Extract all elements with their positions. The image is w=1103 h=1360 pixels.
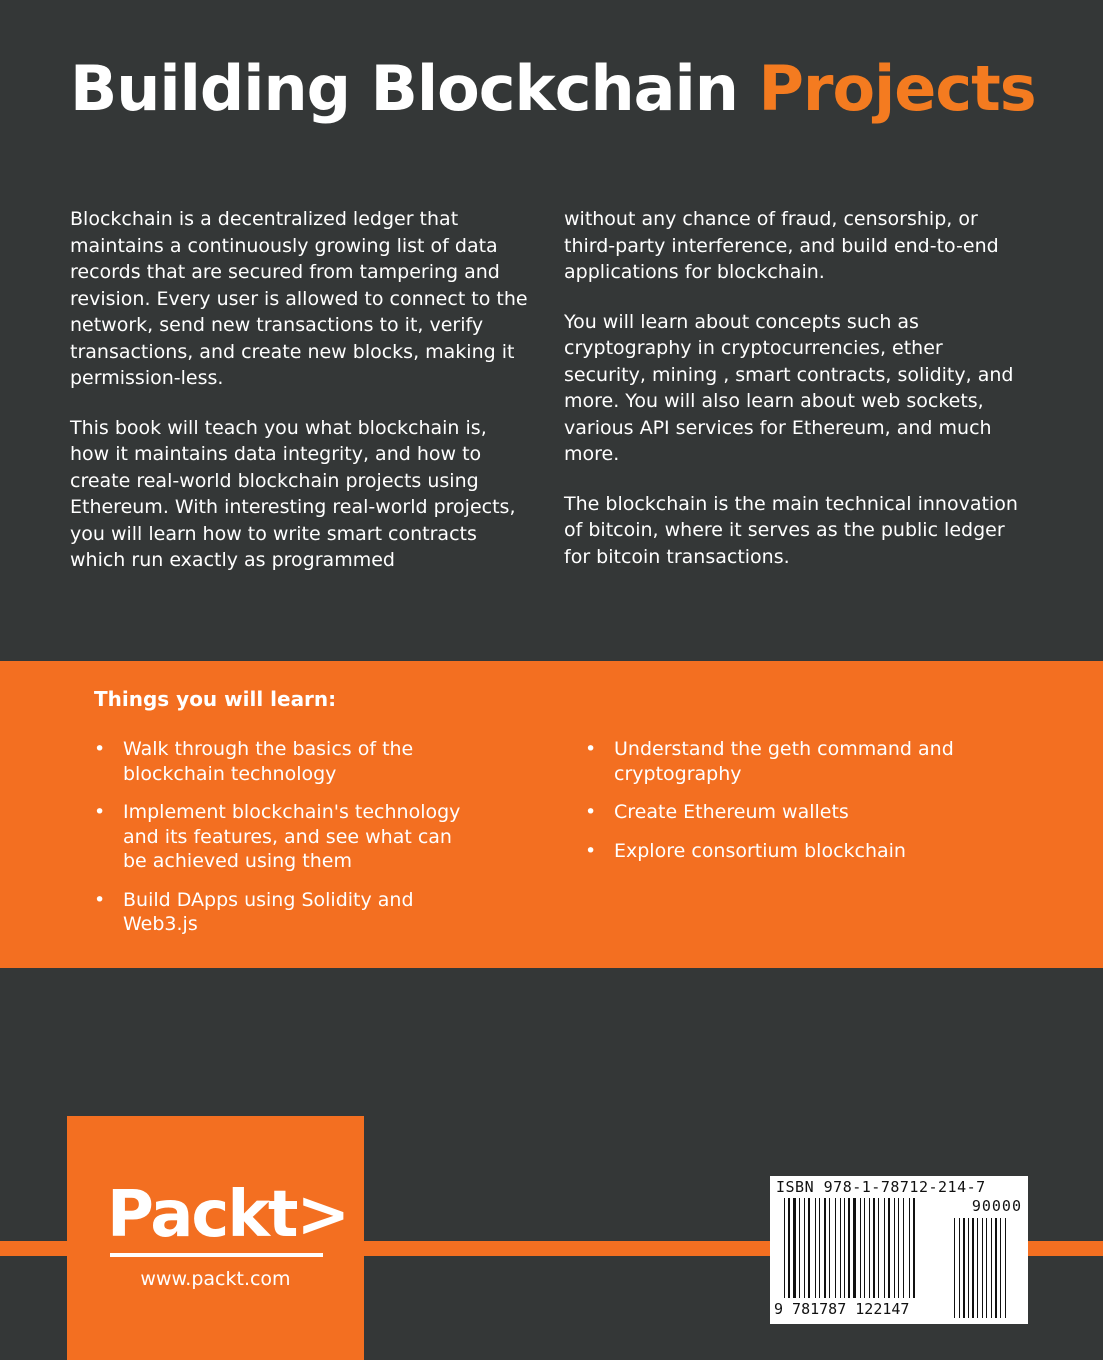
publisher-url: www.packt.com xyxy=(140,1268,291,1290)
learn-item-text: Create Ethereum wallets xyxy=(614,801,849,823)
barcode-bar xyxy=(824,1198,826,1298)
barcode-bar xyxy=(808,1198,810,1298)
learn-item xyxy=(94,800,474,874)
description-paragraph: Blockchain is a decentralized ledger that maintains a continuously growing list of data records that are secured from tampering and revision. Every user is allowed to connect to the network, send new transactions to it, verify transactions, and create new blocks, making it permission-less. xyxy=(70,208,528,389)
barcode-bar xyxy=(815,1198,816,1298)
logo-underline xyxy=(110,1253,323,1257)
barcode-addon-bar xyxy=(991,1218,992,1318)
barcode-bar xyxy=(804,1198,805,1298)
description-paragraph: You will learn about concepts such as cryptography in cryptocurrencies, ether security, mining , smart contracts, solidity, and more. You will also learn about web sockets, various API services for Ethereum, and much more. xyxy=(564,310,1014,465)
barcode-addon-bar xyxy=(954,1218,955,1318)
barcode-bar xyxy=(853,1198,856,1298)
barcode-addon-bar xyxy=(982,1218,983,1318)
barcode-bar xyxy=(860,1198,861,1298)
barcode-bar xyxy=(898,1198,899,1298)
learn-item xyxy=(94,737,474,786)
title-main: Building Blockchain xyxy=(70,52,738,125)
isbn-text: ISBN 978-1-78712-214-7 xyxy=(776,1178,986,1196)
learn-item xyxy=(585,839,965,864)
bullet-icon: • xyxy=(585,839,597,862)
description-right-column xyxy=(564,206,1024,593)
barcode-addon-bar xyxy=(995,1218,997,1318)
isbn-barcode xyxy=(770,1176,1028,1324)
barcode-digits: 9 781787 122147 xyxy=(774,1300,910,1318)
barcode-bar xyxy=(869,1198,870,1298)
barcode-bar xyxy=(840,1198,841,1298)
barcode-bar xyxy=(864,1198,865,1298)
barcode-bar xyxy=(873,1198,875,1298)
bullet-icon: • xyxy=(94,888,106,911)
barcode-addon-bar xyxy=(959,1218,960,1318)
barcode-addon-bar xyxy=(1000,1218,1001,1318)
barcode-bar xyxy=(835,1198,836,1298)
learn-list-right xyxy=(585,737,965,877)
learn-item xyxy=(585,800,965,825)
learn-list-left xyxy=(94,737,474,951)
barcode-bar xyxy=(844,1198,845,1298)
publisher-logo-box xyxy=(67,1116,364,1360)
barcode-addon-bar xyxy=(1005,1218,1006,1318)
barcode-bar xyxy=(878,1198,879,1298)
bullet-icon: • xyxy=(94,801,106,823)
description-paragraph: without any chance of fraud, censorship, or third-party interference, and build end-to-end applications for blockchain. xyxy=(564,208,999,283)
description-paragraph: The blockchain is the main technical innovation of bitcoin, where it serves as the public ledger for bitcoin transactions. xyxy=(564,492,1018,568)
barcode-bar xyxy=(903,1198,904,1298)
bullet-icon: • xyxy=(94,738,106,760)
bullet-icon: • xyxy=(585,801,597,823)
barcode-addon-bar xyxy=(972,1218,974,1318)
barcode-bar xyxy=(888,1198,890,1298)
barcode-bar xyxy=(784,1198,785,1298)
barcode-bar xyxy=(799,1198,800,1298)
barcode-addon-bar xyxy=(986,1218,987,1318)
barcode-bar xyxy=(788,1198,790,1298)
learn-item xyxy=(585,737,965,786)
barcode-addon: 90000 xyxy=(971,1197,1022,1215)
learn-item-text: Explore consortium blockchain xyxy=(614,839,906,862)
barcode-bar xyxy=(829,1198,830,1298)
book-title xyxy=(70,52,1036,125)
barcode-bar xyxy=(894,1198,895,1298)
learn-item-text: Implement blockchain's technology and its features, and see what can be achieved using them xyxy=(123,801,461,872)
learn-item-text: Understand the geth command and cryptography xyxy=(614,738,954,785)
learn-heading: Things you will learn: xyxy=(94,687,337,711)
barcode-bar xyxy=(793,1198,796,1298)
learn-item-text: Walk through the basics of the blockchain technology xyxy=(123,738,414,785)
description-paragraph: This book will teach you what blockchain is, how it maintains data integrity, and how to create real-world blockchain projects using Ethereum. With interesting real-world projects, you will learn how to write smart contracts which run exactly as programmed xyxy=(70,416,516,571)
bullet-icon: • xyxy=(585,738,597,760)
barcode-bar xyxy=(819,1198,820,1298)
barcode-addon-bar xyxy=(963,1218,965,1318)
learn-item xyxy=(94,888,474,937)
barcode-bar xyxy=(913,1198,915,1298)
title-accent: Projects xyxy=(758,52,1036,125)
barcode-bar xyxy=(909,1198,910,1298)
barcode-bar xyxy=(884,1198,885,1298)
packt-logo: Packt> xyxy=(107,1178,349,1252)
barcode-bar xyxy=(848,1198,850,1298)
barcode-addon-bar xyxy=(968,1218,969,1318)
description-left-column xyxy=(70,206,530,597)
barcode-addon-bar xyxy=(977,1218,978,1318)
learning-band xyxy=(0,661,1103,968)
learn-item-text: Build DApps using Solidity and Web3.js xyxy=(123,888,414,935)
